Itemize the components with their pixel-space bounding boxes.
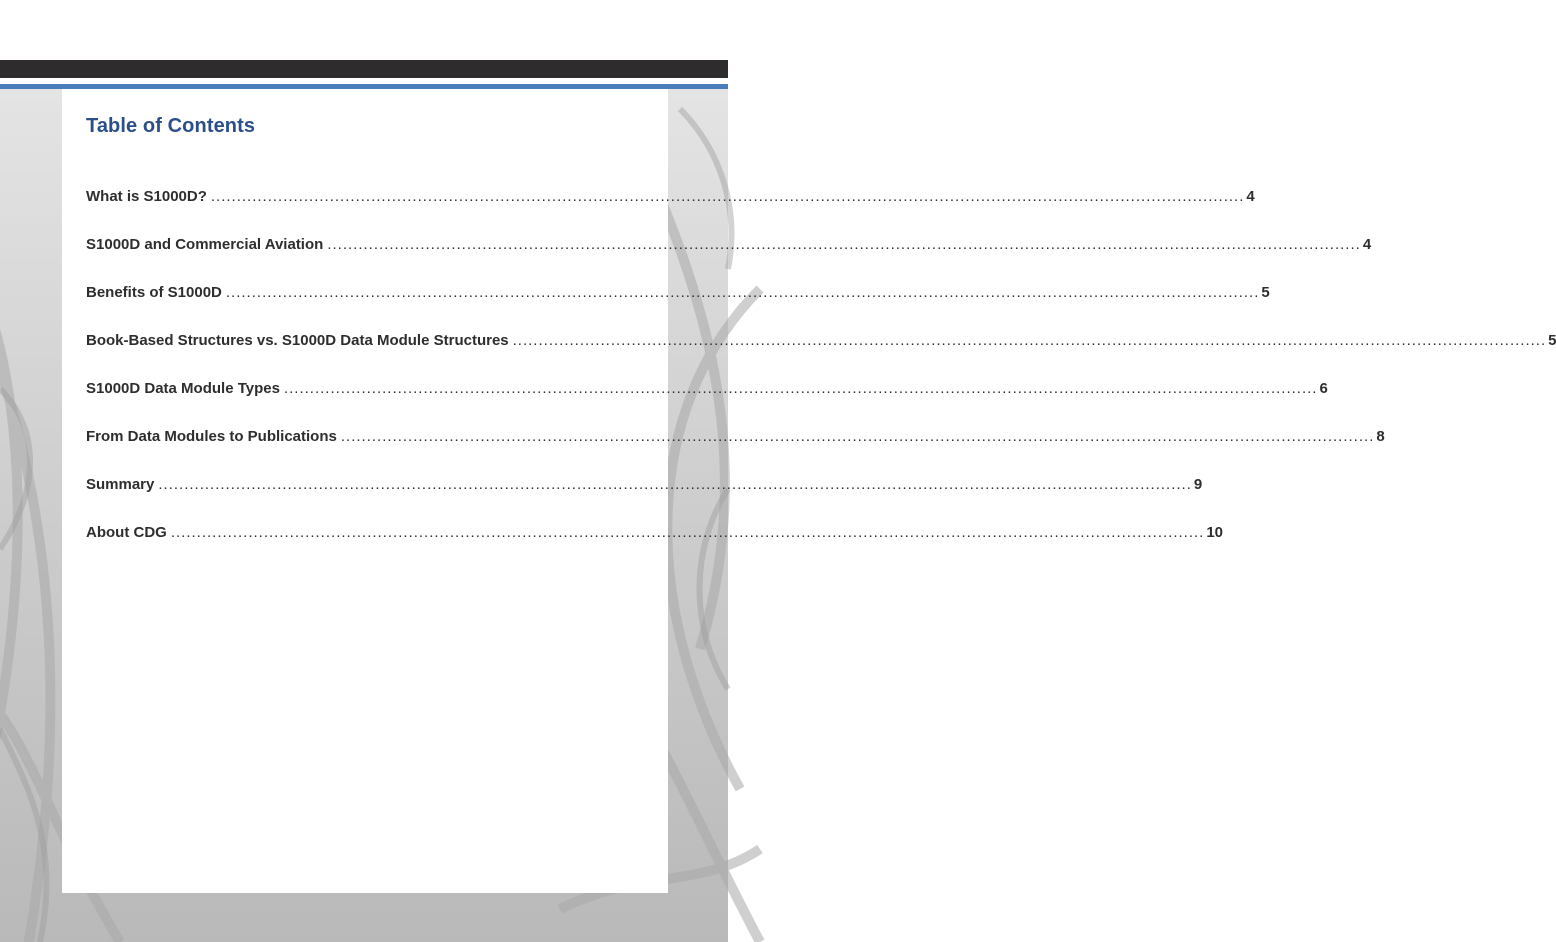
toc-entry-label: S1000D Data Module Types bbox=[86, 380, 280, 397]
toc-page bbox=[62, 89, 1556, 893]
toc-page-number: 5 bbox=[1261, 284, 1270, 301]
toc-entry[interactable] bbox=[86, 524, 1224, 572]
page-title: Table of Contents bbox=[86, 115, 256, 137]
toc-page-number: 5 bbox=[1548, 332, 1556, 349]
toc-dot-leader: ........................................................................................................................................................................................................ bbox=[340, 428, 1375, 445]
toc-entry-label: Book-Based Structures vs. S1000D Data Module Structures bbox=[86, 332, 509, 349]
toc-page-number: 4 bbox=[1362, 236, 1372, 253]
toc-dot-leader: ........................................................................................................................................................................................................ bbox=[158, 476, 1192, 493]
toc-entry-label: Benefits of S1000D bbox=[86, 284, 222, 301]
toc-entry-label: Summary bbox=[86, 476, 155, 493]
toc-entry[interactable] bbox=[86, 428, 1385, 476]
toc-entry[interactable] bbox=[86, 236, 1372, 284]
toc-page-number: 10 bbox=[1206, 524, 1224, 541]
toc-entry[interactable] bbox=[86, 188, 1255, 236]
toc-list bbox=[86, 188, 1556, 572]
toc-entry-label: What is S1000D? bbox=[86, 188, 207, 205]
toc-dot-leader: ........................................................................................................................................................................................................ bbox=[512, 332, 1547, 349]
toc-page-number: 6 bbox=[1319, 380, 1328, 397]
toc-dot-leader: ........................................................................................................................................................................................................ bbox=[327, 236, 1361, 253]
toc-entry-label: About CDG bbox=[86, 524, 167, 541]
toc-dot-leader: ........................................................................................................................................................................................................ bbox=[225, 284, 1260, 301]
toc-entry-label: From Data Modules to Publications bbox=[86, 428, 337, 445]
toc-page-number: 9 bbox=[1193, 476, 1203, 493]
toc-entry[interactable] bbox=[86, 380, 1328, 428]
toc-dot-leader: ........................................................................................................................................................................................................ bbox=[170, 524, 1205, 541]
toc-entry[interactable] bbox=[86, 476, 1203, 524]
toc-page-number: 8 bbox=[1376, 428, 1385, 445]
toc-dot-leader: ........................................................................................................................................................................................................ bbox=[283, 380, 1318, 397]
toc-dot-leader: ........................................................................................................................................................................................................ bbox=[210, 188, 1245, 205]
toc-page-number: 4 bbox=[1246, 188, 1255, 205]
toc-entry[interactable] bbox=[86, 332, 1556, 380]
header-dark-band bbox=[0, 60, 728, 78]
toc-entry[interactable] bbox=[86, 284, 1270, 332]
top-margin bbox=[0, 0, 728, 60]
toc-entry-label: S1000D and Commercial Aviation bbox=[86, 236, 324, 253]
